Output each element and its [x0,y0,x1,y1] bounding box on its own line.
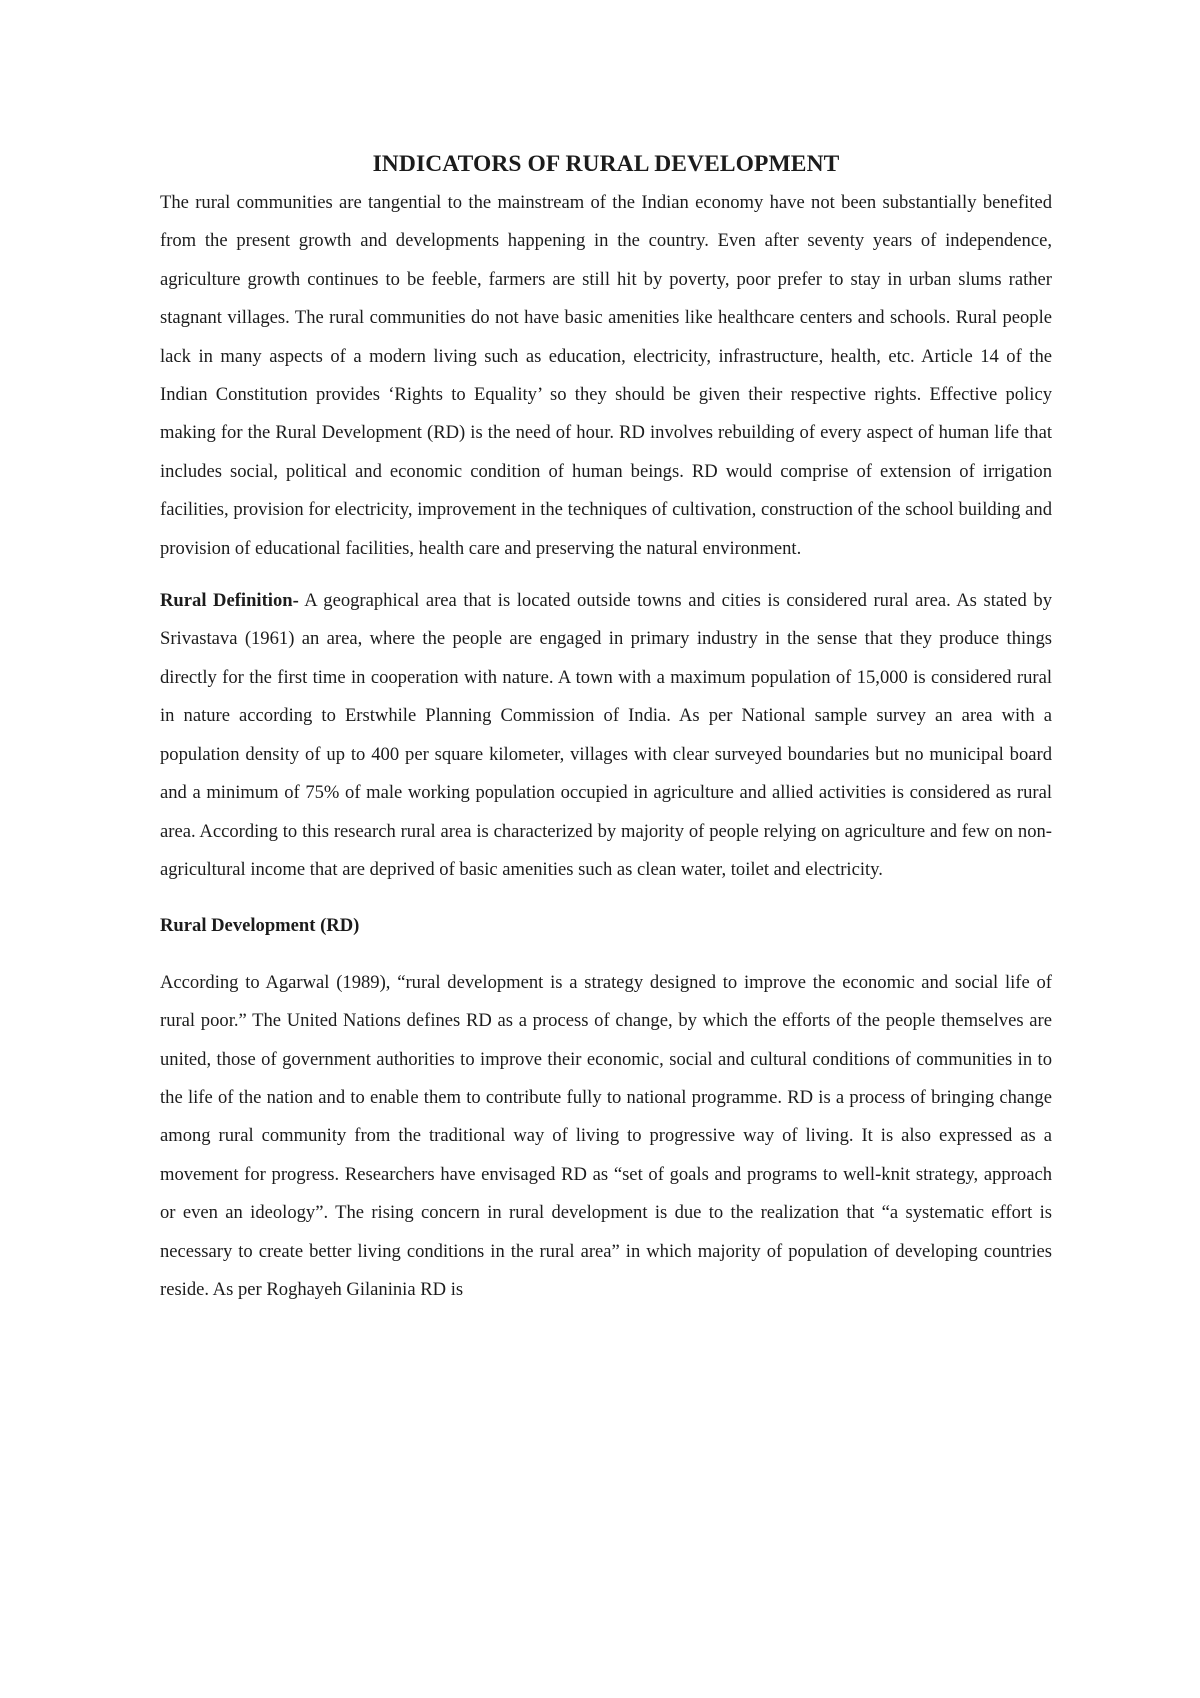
rural-development-heading: Rural Development (RD) [160,915,360,937]
document-title: INDICATORS OF RURAL DEVELOPMENT [372,151,840,177]
rural-development-paragraph: According to Agarwal (1989), “rural development is a strategy designed to improve the economic and social life of rural poor.” The United Nations defines RD as a process of change, by which the efforts of the people themselves are united, those of government authorities to improve their economic, social and cultural conditions of communities in to the life of the nation and to enable them to contribute fully to national programme. RD is a process of bringing change among rural community from the traditional way of living to progressive way of living. It is also expressed as a movement for progress. Researchers have envisaged RD as “set of goals and programs to well-knit strategy, approach or even an ideology”. The rising concern in rural development is due to the realization that “a systematic effort is necessary to create better living conditions in the rural area” in which majority of population of developing countries reside. As per Roghayeh Gilaninia RD is [160,971,1052,1300]
document-page [160,0,1052,1309]
rural-definition-label: Rural Definition- [160,590,299,612]
intro-paragraph: The rural communities are tangential to the mainstream of the Indian economy have not been substantially benefited from the present growth and developments happening in the country. Even after seventy years of independence, agriculture growth continues to be feeble, farmers are still hit by poverty, poor prefer to stay in urban slums rather stagnant villages. The rural communities do not have basic amenities like healthcare centers and schools. Rural people lack in many aspects of a modern living such as education, electricity, infrastructure, health, etc. Article 14 of the Indian Constitution provides ‘Rights to Equality’ so they should be given their respective rights. Effective policy making for the Rural Development (RD) is the need of hour. RD involves rebuilding of every aspect of human life that includes social, political and economic condition of human beings. RD would comprise of extension of irrigation facilities, provision for electricity, improvement in the techniques of cultivation, construction of the school building and provision of educational facilities, health care and preserving the natural environment. [160,192,1052,559]
rural-definition-text: A geographical area that is located outside towns and cities is considered rural area. As stated by Srivastava (1961) an area, where the people are engaged in primary industry in the sense that they produce things directly for the first time in cooperation with nature. A town with a maximum population of 15,000 is considered rural in nature according to Erstwhile Planning Commission of India. As per National sample survey an area with a population density of up to 400 per square kilometer, villages with clear surveyed boundaries but no municipal board and a minimum of 75% of male working population occupied in agriculture and allied activities is considered as rural area. According to this research rural area is characterized by majority of people relying on agriculture and few on non-agricultural income that are deprived of basic amenities such as clean water, toilet and electricity. [160,590,1052,880]
rural-definition-paragraph [160,582,1052,889]
